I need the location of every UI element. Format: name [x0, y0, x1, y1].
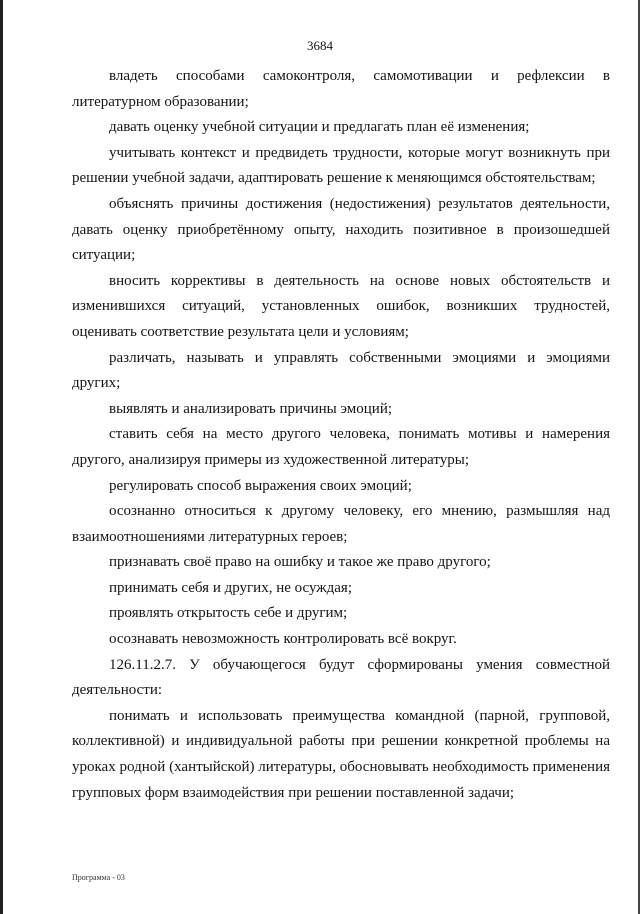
paragraph: давать оценку учебной ситуации и предлагать план её изменения;: [109, 119, 530, 136]
footer-program-label: Программа - 03: [72, 873, 125, 882]
paragraph: регулировать способ выражения своих эмоций;: [109, 477, 412, 494]
paragraph: принимать себя и других, не осуждая;: [109, 579, 353, 596]
scan-edge-left: [0, 0, 3, 914]
page-number: 3684: [307, 38, 333, 53]
paragraph: объяснять причины достижения (недостижения) результатов деятельности, давать оценку приобретённому опыту, находить позитивное в произошедшей ситуации;: [72, 195, 610, 264]
paragraph: признавать своё право на ошибку и такое же право другого;: [109, 554, 491, 571]
paragraph: ставить себя на место другого человека, понимать мотивы и намерения другого, анализируя примеры из художественной литературы;: [72, 426, 610, 468]
paragraph: осознанно относиться к другому человеку, его мнению, размышляя над взаимоотношениями литературных героев;: [72, 503, 610, 545]
body-text: [72, 64, 610, 806]
paragraph: осознавать невозможность контролировать всё вокруг.: [109, 631, 457, 648]
paragraph: понимать и использовать преимущества командной (парной, групповой, коллективной) и индивидуальной работы при решении конкретной проблемы на уроках родной (хантыйской) литературы, обосновывать необходимость применения групповых форм взаимодействия при решении поставленной задачи;: [72, 707, 610, 801]
paragraph: учитывать контекст и предвидеть трудности, которые могут возникнуть при решении учебной задачи, адаптировать решение к меняющимся обстоятельствам;: [72, 144, 610, 187]
paragraph: различать, называть и управлять собственными эмоциями и эмоциями других;: [72, 349, 610, 392]
paragraph: вносить коррективы в деятельность на основе новых обстоятельств и изменившихся ситуаций, установленных ошибок, возникших трудностей, оценивать соответствие результата цели и условиям;: [72, 272, 610, 340]
paragraph: владеть способами самоконтроля, самомотивации и рефлексии в литературном образовании;: [72, 68, 610, 110]
paragraph: проявлять открытость себе и другим;: [109, 605, 348, 622]
paragraph: выявлять и анализировать причины эмоций;: [109, 400, 393, 417]
section-heading-paragraph: 126.11.2.7. У обучающегося будут сформированы умения совместной деятельности:: [72, 656, 610, 699]
